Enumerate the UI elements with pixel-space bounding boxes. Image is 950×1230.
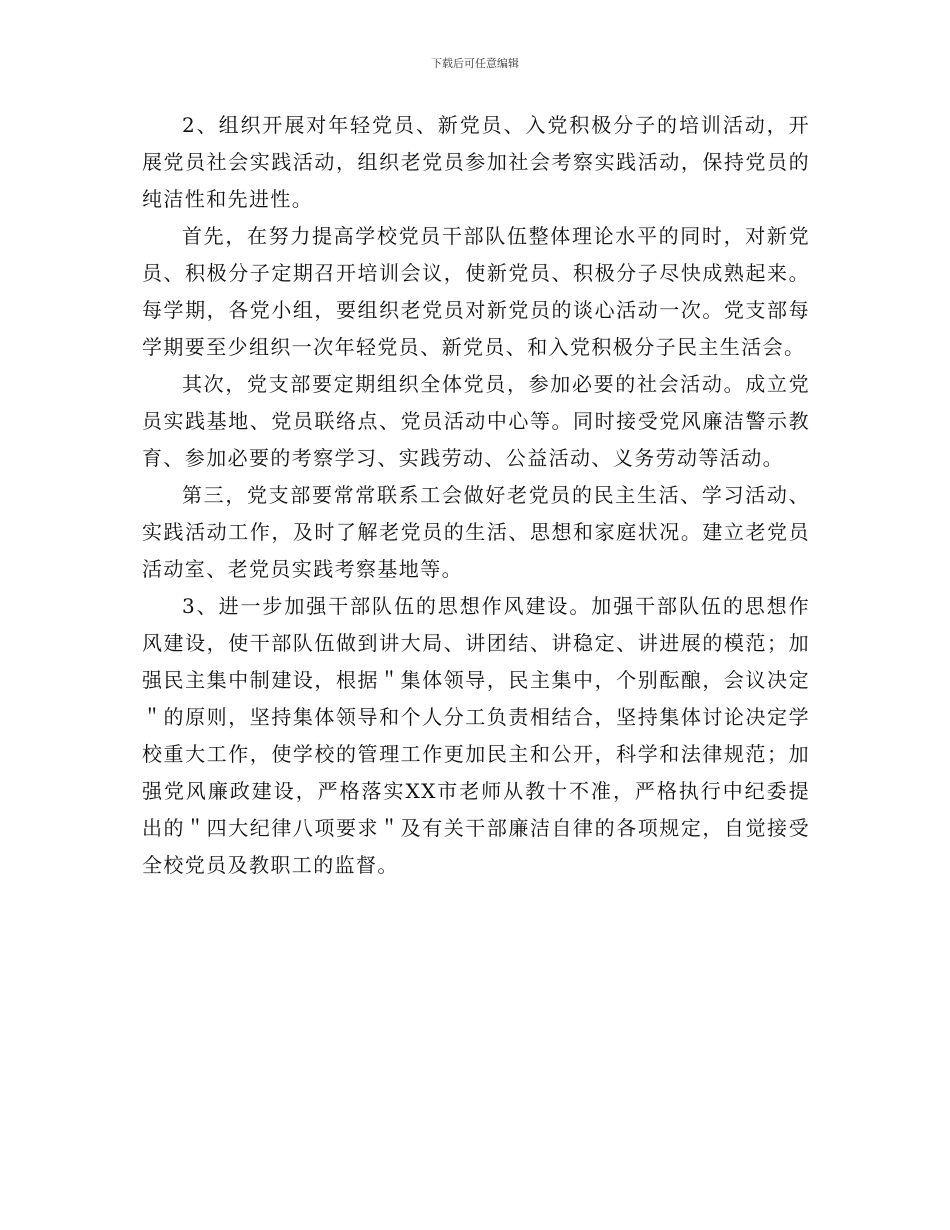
- page-header: 下载后可任意编辑: [431, 57, 519, 70]
- paragraph-2: 首先，在努力提高学校党员干部队伍整体理论水平的同时，对新党员、积极分子定期召开培训会议，使新党员、积极分子尽快成熟起来。每学期，各党小组，要组织老党员对新党员的谈心活动一次。党支部每学期要至少组织一次年轻党员、新党员、和入党积极分子民主生活会。: [142, 224, 810, 359]
- paragraph-3: 其次，党支部要定期组织全体党员，参加必要的社会活动。成立党员实践基地、党员联络点、党员活动中心等。同时接受党风廉洁警示教育、参加必要的考察学习、实践劳动、公益活动、义务劳动等活动。: [142, 372, 810, 470]
- document-body: [142, 107, 810, 884]
- paragraph-4: 第三，党支部要常常联系工会做好老党员的民主生活、学习活动、实践活动工作，及时了解老党员的生活、思想和家庭状况。建立老党员活动室、老党员实践考察基地等。: [142, 483, 810, 581]
- paragraph-5: 3、进一步加强干部队伍的思想作风建设。加强干部队伍的思想作风建设，使干部队伍做到讲大局、讲团结、讲稳定、讲进展的模范；加强民主集中制建设，根据＂集体领导，民主集中，个别酝酿，会议决定＂的原则，坚持集体领导和个人分工负责相结合，坚持集体讨论决定学校重大工作，使学校的管理工作更加民主和公开，科学和法律规范；加强党风廉政建设，严格落实XX市老师从教十不准，严格执行中纪委提出的＂四大纪律八项要求＂及有关干部廉洁自律的各项规定，自觉接受全校党员及教职工的监督。: [142, 594, 810, 877]
- paragraph-1: 2、组织开展对年轻党员、新党员、入党积极分子的培训活动，开展党员社会实践活动，组织老党员参加社会考察实践活动，保持党员的纯洁性和先进性。: [142, 113, 810, 211]
